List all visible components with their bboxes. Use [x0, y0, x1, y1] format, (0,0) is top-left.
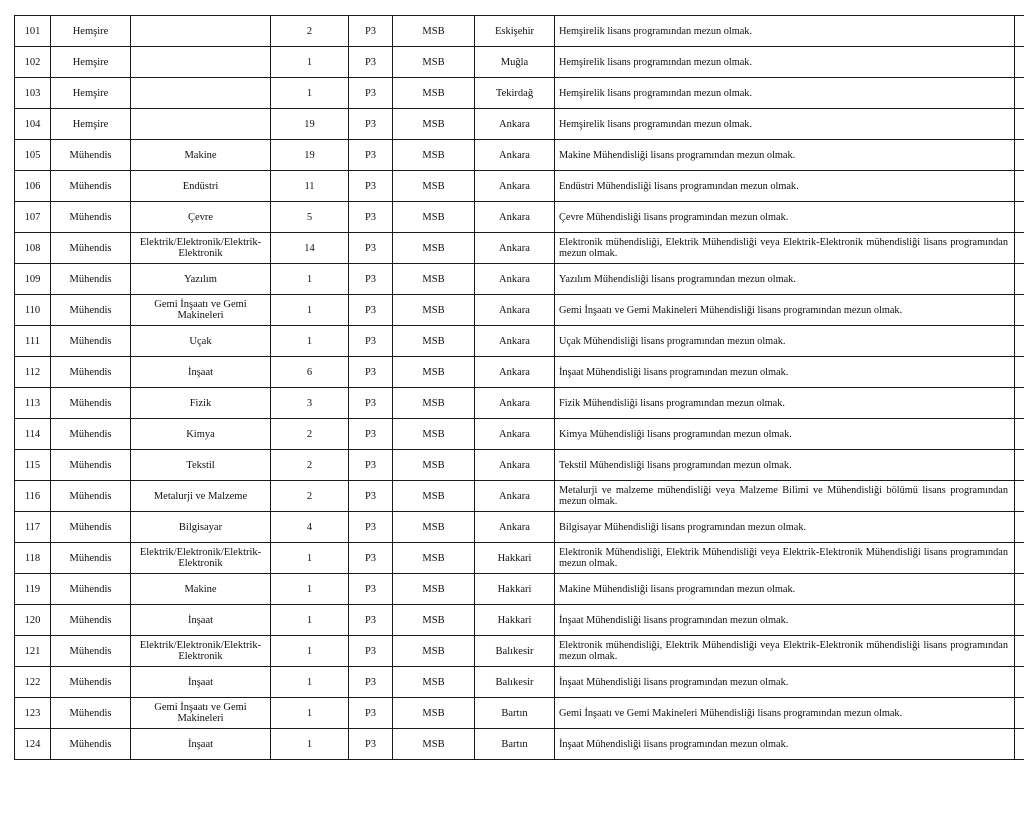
position-number-cell: 104 — [15, 109, 51, 140]
table-body — [15, 16, 1024, 760]
score-type-cell: P3 — [349, 481, 393, 512]
position-title-cell: Mühendis — [51, 605, 131, 636]
requirement-cell: Gemi İnşaatı ve Gemi Makineleri Mühendisliği lisans programından mezun olmak. — [555, 295, 1015, 326]
institution-cell: MSB — [393, 605, 475, 636]
city-cell: Ankara — [475, 326, 555, 357]
requirement-cell: Hemşirelik lisans programından mezun olmak. — [555, 109, 1015, 140]
position-title-cell: Mühendis — [51, 357, 131, 388]
quota-count-cell: 2 — [271, 16, 349, 47]
quota-count-cell: 6 — [271, 357, 349, 388]
branch-cell: İnşaat — [131, 605, 271, 636]
requirement-cell: Uçak Mühendisliği lisans programından mezun olmak. — [555, 326, 1015, 357]
score-type-cell: P3 — [349, 667, 393, 698]
position-number-cell: 123 — [15, 698, 51, 729]
table-row — [15, 140, 1024, 171]
branch-cell: İnşaat — [131, 729, 271, 760]
institution-cell: MSB — [393, 636, 475, 667]
requirement-cell: Bilgisayar Mühendisliği lisans programından mezun olmak. — [555, 512, 1015, 543]
position-title-cell: Mühendis — [51, 667, 131, 698]
cropped-edge-cell — [1015, 202, 1024, 233]
quota-count-cell: 19 — [271, 140, 349, 171]
requirement-cell: Elektronik Mühendisliği, Elektrik Mühendisliği veya Elektrik-Elektronik Mühendisliği lisans programından mezun olmak. — [555, 543, 1015, 574]
institution-cell: MSB — [393, 574, 475, 605]
table-row — [15, 636, 1024, 667]
requirement-cell: Yazılım Mühendisliği lisans programından mezun olmak. — [555, 264, 1015, 295]
position-title-cell: Mühendis — [51, 233, 131, 264]
institution-cell: MSB — [393, 109, 475, 140]
requirement-cell: Çevre Mühendisliği lisans programından mezun olmak. — [555, 202, 1015, 233]
cropped-edge-cell — [1015, 667, 1024, 698]
city-cell: Balıkesir — [475, 667, 555, 698]
requirement-cell: Hemşirelik lisans programından mezun olmak. — [555, 47, 1015, 78]
institution-cell: MSB — [393, 357, 475, 388]
requirement-cell: Gemi İnşaatı ve Gemi Makineleri Mühendisliği lisans programından mezun olmak. — [555, 698, 1015, 729]
table-row — [15, 388, 1024, 419]
branch-cell: Makine — [131, 574, 271, 605]
city-cell: Ankara — [475, 171, 555, 202]
requirement-cell: İnşaat Mühendisliği lisans programından mezun olmak. — [555, 605, 1015, 636]
requirement-cell: İnşaat Mühendisliği lisans programından mezun olmak. — [555, 357, 1015, 388]
institution-cell: MSB — [393, 667, 475, 698]
position-number-cell: 117 — [15, 512, 51, 543]
table-row — [15, 109, 1024, 140]
position-title-cell: Mühendis — [51, 388, 131, 419]
requirement-cell: Makine Mühendisliği lisans programından mezun olmak. — [555, 574, 1015, 605]
cropped-edge-cell — [1015, 326, 1024, 357]
quota-count-cell: 1 — [271, 698, 349, 729]
position-title-cell: Mühendis — [51, 481, 131, 512]
cropped-edge-cell — [1015, 16, 1024, 47]
requirement-cell: İnşaat Mühendisliği lisans programından mezun olmak. — [555, 667, 1015, 698]
score-type-cell: P3 — [349, 543, 393, 574]
position-number-cell: 112 — [15, 357, 51, 388]
score-type-cell: P3 — [349, 512, 393, 543]
position-title-cell: Mühendis — [51, 543, 131, 574]
institution-cell: MSB — [393, 419, 475, 450]
position-number-cell: 115 — [15, 450, 51, 481]
table-row — [15, 264, 1024, 295]
score-type-cell: P3 — [349, 326, 393, 357]
branch-cell: Yazılım — [131, 264, 271, 295]
position-number-cell: 102 — [15, 47, 51, 78]
branch-cell: Tekstil — [131, 450, 271, 481]
table-row — [15, 202, 1024, 233]
score-type-cell: P3 — [349, 16, 393, 47]
table-row — [15, 481, 1024, 512]
quota-count-cell: 2 — [271, 481, 349, 512]
branch-cell: İnşaat — [131, 667, 271, 698]
cropped-edge-cell — [1015, 481, 1024, 512]
branch-cell: Metalurji ve Malzeme — [131, 481, 271, 512]
score-type-cell: P3 — [349, 109, 393, 140]
branch-cell: Makine — [131, 140, 271, 171]
requirement-cell: Endüstri Mühendisliği lisans programından mezun olmak. — [555, 171, 1015, 202]
city-cell: Ankara — [475, 233, 555, 264]
position-title-cell: Mühendis — [51, 512, 131, 543]
table-row — [15, 78, 1024, 109]
score-type-cell: P3 — [349, 78, 393, 109]
table-row — [15, 357, 1024, 388]
institution-cell: MSB — [393, 264, 475, 295]
institution-cell: MSB — [393, 295, 475, 326]
position-number-cell: 110 — [15, 295, 51, 326]
requirement-cell: Hemşirelik lisans programından mezun olmak. — [555, 78, 1015, 109]
position-number-cell: 107 — [15, 202, 51, 233]
institution-cell: MSB — [393, 388, 475, 419]
table-row — [15, 543, 1024, 574]
score-type-cell: P3 — [349, 636, 393, 667]
score-type-cell: P3 — [349, 233, 393, 264]
position-title-cell: Mühendis — [51, 326, 131, 357]
city-cell: Ankara — [475, 109, 555, 140]
position-title-cell: Mühendis — [51, 419, 131, 450]
quota-count-cell: 1 — [271, 605, 349, 636]
requirement-cell: Elektronik mühendisliği, Elektrik Mühendisliği veya Elektrik-Elektronik mühendisliği lisans programından mezun olmak. — [555, 636, 1015, 667]
score-type-cell: P3 — [349, 388, 393, 419]
cropped-edge-cell — [1015, 264, 1024, 295]
branch-cell: Fizik — [131, 388, 271, 419]
position-title-cell: Hemşire — [51, 109, 131, 140]
requirement-cell: Kimya Mühendisliği lisans programından mezun olmak. — [555, 419, 1015, 450]
branch-cell: Elektrik/Elektronik/Elektrik-Elektronik — [131, 636, 271, 667]
score-type-cell: P3 — [349, 171, 393, 202]
cropped-edge-cell — [1015, 47, 1024, 78]
table-row — [15, 574, 1024, 605]
cropped-edge-cell — [1015, 171, 1024, 202]
city-cell: Tekirdağ — [475, 78, 555, 109]
branch-cell: İnşaat — [131, 357, 271, 388]
table-row — [15, 450, 1024, 481]
position-number-cell: 109 — [15, 264, 51, 295]
quota-count-cell: 11 — [271, 171, 349, 202]
table-row — [15, 47, 1024, 78]
institution-cell: MSB — [393, 47, 475, 78]
branch-cell: Bilgisayar — [131, 512, 271, 543]
cropped-edge-cell — [1015, 512, 1024, 543]
position-number-cell: 121 — [15, 636, 51, 667]
quota-count-cell: 1 — [271, 667, 349, 698]
position-title-cell: Mühendis — [51, 171, 131, 202]
position-number-cell: 101 — [15, 16, 51, 47]
institution-cell: MSB — [393, 233, 475, 264]
branch-cell: Elektrik/Elektronik/Elektrik-Elektronik — [131, 543, 271, 574]
position-number-cell: 108 — [15, 233, 51, 264]
branch-cell: Çevre — [131, 202, 271, 233]
branch-cell — [131, 78, 271, 109]
table-row — [15, 171, 1024, 202]
institution-cell: MSB — [393, 512, 475, 543]
city-cell: Eskişehir — [475, 16, 555, 47]
position-number-cell: 105 — [15, 140, 51, 171]
quota-count-cell: 1 — [271, 729, 349, 760]
branch-cell: Elektrik/Elektronik/Elektrik-Elektronik — [131, 233, 271, 264]
city-cell: Bartın — [475, 729, 555, 760]
city-cell: Ankara — [475, 512, 555, 543]
cropped-edge-cell — [1015, 78, 1024, 109]
quota-count-cell: 1 — [271, 264, 349, 295]
quota-count-cell: 4 — [271, 512, 349, 543]
quota-count-cell: 1 — [271, 574, 349, 605]
position-title-cell: Mühendis — [51, 202, 131, 233]
position-title-cell: Mühendis — [51, 264, 131, 295]
quota-count-cell: 2 — [271, 419, 349, 450]
position-title-cell: Mühendis — [51, 729, 131, 760]
position-number-cell: 124 — [15, 729, 51, 760]
requirement-cell: Makine Mühendisliği lisans programından mezun olmak. — [555, 140, 1015, 171]
position-number-cell: 103 — [15, 78, 51, 109]
position-title-cell: Mühendis — [51, 295, 131, 326]
quota-count-cell: 1 — [271, 543, 349, 574]
cropped-edge-cell — [1015, 605, 1024, 636]
branch-cell: Kimya — [131, 419, 271, 450]
city-cell: Ankara — [475, 140, 555, 171]
position-title-cell: Mühendis — [51, 636, 131, 667]
requirement-cell: Hemşirelik lisans programından mezun olmak. — [555, 16, 1015, 47]
city-cell: Ankara — [475, 295, 555, 326]
position-title-cell: Mühendis — [51, 574, 131, 605]
quota-count-cell: 1 — [271, 47, 349, 78]
score-type-cell: P3 — [349, 295, 393, 326]
cropped-edge-cell — [1015, 729, 1024, 760]
institution-cell: MSB — [393, 698, 475, 729]
cropped-edge-cell — [1015, 636, 1024, 667]
city-cell: Hakkari — [475, 605, 555, 636]
score-type-cell: P3 — [349, 202, 393, 233]
city-cell: Bartın — [475, 698, 555, 729]
quota-count-cell: 1 — [271, 78, 349, 109]
cropped-edge-cell — [1015, 233, 1024, 264]
cropped-edge-cell — [1015, 295, 1024, 326]
cropped-edge-cell — [1015, 450, 1024, 481]
institution-cell: MSB — [393, 481, 475, 512]
city-cell: Muğla — [475, 47, 555, 78]
institution-cell: MSB — [393, 326, 475, 357]
city-cell: Ankara — [475, 202, 555, 233]
institution-cell: MSB — [393, 78, 475, 109]
position-number-cell: 118 — [15, 543, 51, 574]
requirement-cell: Fizik Mühendisliği lisans programından mezun olmak. — [555, 388, 1015, 419]
requirement-cell: İnşaat Mühendisliği lisans programından mezun olmak. — [555, 729, 1015, 760]
quota-count-cell: 1 — [271, 295, 349, 326]
position-title-cell: Mühendis — [51, 140, 131, 171]
position-title-cell: Mühendis — [51, 450, 131, 481]
institution-cell: MSB — [393, 543, 475, 574]
score-type-cell: P3 — [349, 47, 393, 78]
table-row — [15, 295, 1024, 326]
quota-count-cell: 2 — [271, 450, 349, 481]
score-type-cell: P3 — [349, 698, 393, 729]
branch-cell: Gemi İnşaatı ve Gemi Makineleri — [131, 698, 271, 729]
position-number-cell: 111 — [15, 326, 51, 357]
requirement-cell: Elektronik mühendisliği, Elektrik Mühendisliği veya Elektrik-Elektronik mühendisliği lisans programından mezun olmak. — [555, 233, 1015, 264]
branch-cell: Gemi İnşaatı ve Gemi Makineleri — [131, 295, 271, 326]
score-type-cell: P3 — [349, 574, 393, 605]
position-number-cell: 119 — [15, 574, 51, 605]
position-number-cell: 116 — [15, 481, 51, 512]
city-cell: Hakkari — [475, 574, 555, 605]
branch-cell — [131, 47, 271, 78]
table-row — [15, 729, 1024, 760]
cropped-edge-cell — [1015, 543, 1024, 574]
quota-count-cell: 3 — [271, 388, 349, 419]
institution-cell: MSB — [393, 202, 475, 233]
score-type-cell: P3 — [349, 357, 393, 388]
institution-cell: MSB — [393, 450, 475, 481]
quota-count-cell: 1 — [271, 636, 349, 667]
score-type-cell: P3 — [349, 450, 393, 481]
city-cell: Ankara — [475, 264, 555, 295]
requirement-cell: Tekstil Mühendisliği lisans programından mezun olmak. — [555, 450, 1015, 481]
city-cell: Ankara — [475, 419, 555, 450]
position-title-cell: Hemşire — [51, 16, 131, 47]
city-cell: Hakkari — [475, 543, 555, 574]
table-row — [15, 233, 1024, 264]
quota-count-cell: 19 — [271, 109, 349, 140]
branch-cell — [131, 109, 271, 140]
position-title-cell: Hemşire — [51, 78, 131, 109]
table-row — [15, 419, 1024, 450]
table-row — [15, 605, 1024, 636]
cropped-edge-cell — [1015, 698, 1024, 729]
branch-cell: Uçak — [131, 326, 271, 357]
cropped-edge-cell — [1015, 357, 1024, 388]
branch-cell: Endüstri — [131, 171, 271, 202]
institution-cell: MSB — [393, 171, 475, 202]
score-type-cell: P3 — [349, 140, 393, 171]
score-type-cell: P3 — [349, 605, 393, 636]
city-cell: Ankara — [475, 450, 555, 481]
score-type-cell: P3 — [349, 264, 393, 295]
city-cell: Ankara — [475, 357, 555, 388]
position-title-cell: Mühendis — [51, 698, 131, 729]
city-cell: Ankara — [475, 388, 555, 419]
staff-positions-table — [14, 15, 1024, 760]
table-row — [15, 512, 1024, 543]
quota-count-cell: 14 — [271, 233, 349, 264]
requirement-cell: Metalurji ve malzeme mühendisliği veya Malzeme Bilimi ve Mühendisliği bölümü lisans programından mezun olmak. — [555, 481, 1015, 512]
quota-count-cell: 5 — [271, 202, 349, 233]
branch-cell — [131, 16, 271, 47]
position-title-cell: Hemşire — [51, 47, 131, 78]
cropped-edge-cell — [1015, 574, 1024, 605]
cropped-edge-cell — [1015, 109, 1024, 140]
table-row — [15, 326, 1024, 357]
cropped-edge-cell — [1015, 388, 1024, 419]
position-number-cell: 113 — [15, 388, 51, 419]
city-cell: Balıkesir — [475, 636, 555, 667]
position-number-cell: 120 — [15, 605, 51, 636]
institution-cell: MSB — [393, 729, 475, 760]
score-type-cell: P3 — [349, 729, 393, 760]
institution-cell: MSB — [393, 140, 475, 171]
quota-count-cell: 1 — [271, 326, 349, 357]
position-number-cell: 106 — [15, 171, 51, 202]
cropped-edge-cell — [1015, 140, 1024, 171]
position-number-cell: 122 — [15, 667, 51, 698]
table-row — [15, 698, 1024, 729]
position-number-cell: 114 — [15, 419, 51, 450]
city-cell: Ankara — [475, 481, 555, 512]
institution-cell: MSB — [393, 16, 475, 47]
cropped-edge-cell — [1015, 419, 1024, 450]
table-row — [15, 667, 1024, 698]
score-type-cell: P3 — [349, 419, 393, 450]
table-row — [15, 16, 1024, 47]
